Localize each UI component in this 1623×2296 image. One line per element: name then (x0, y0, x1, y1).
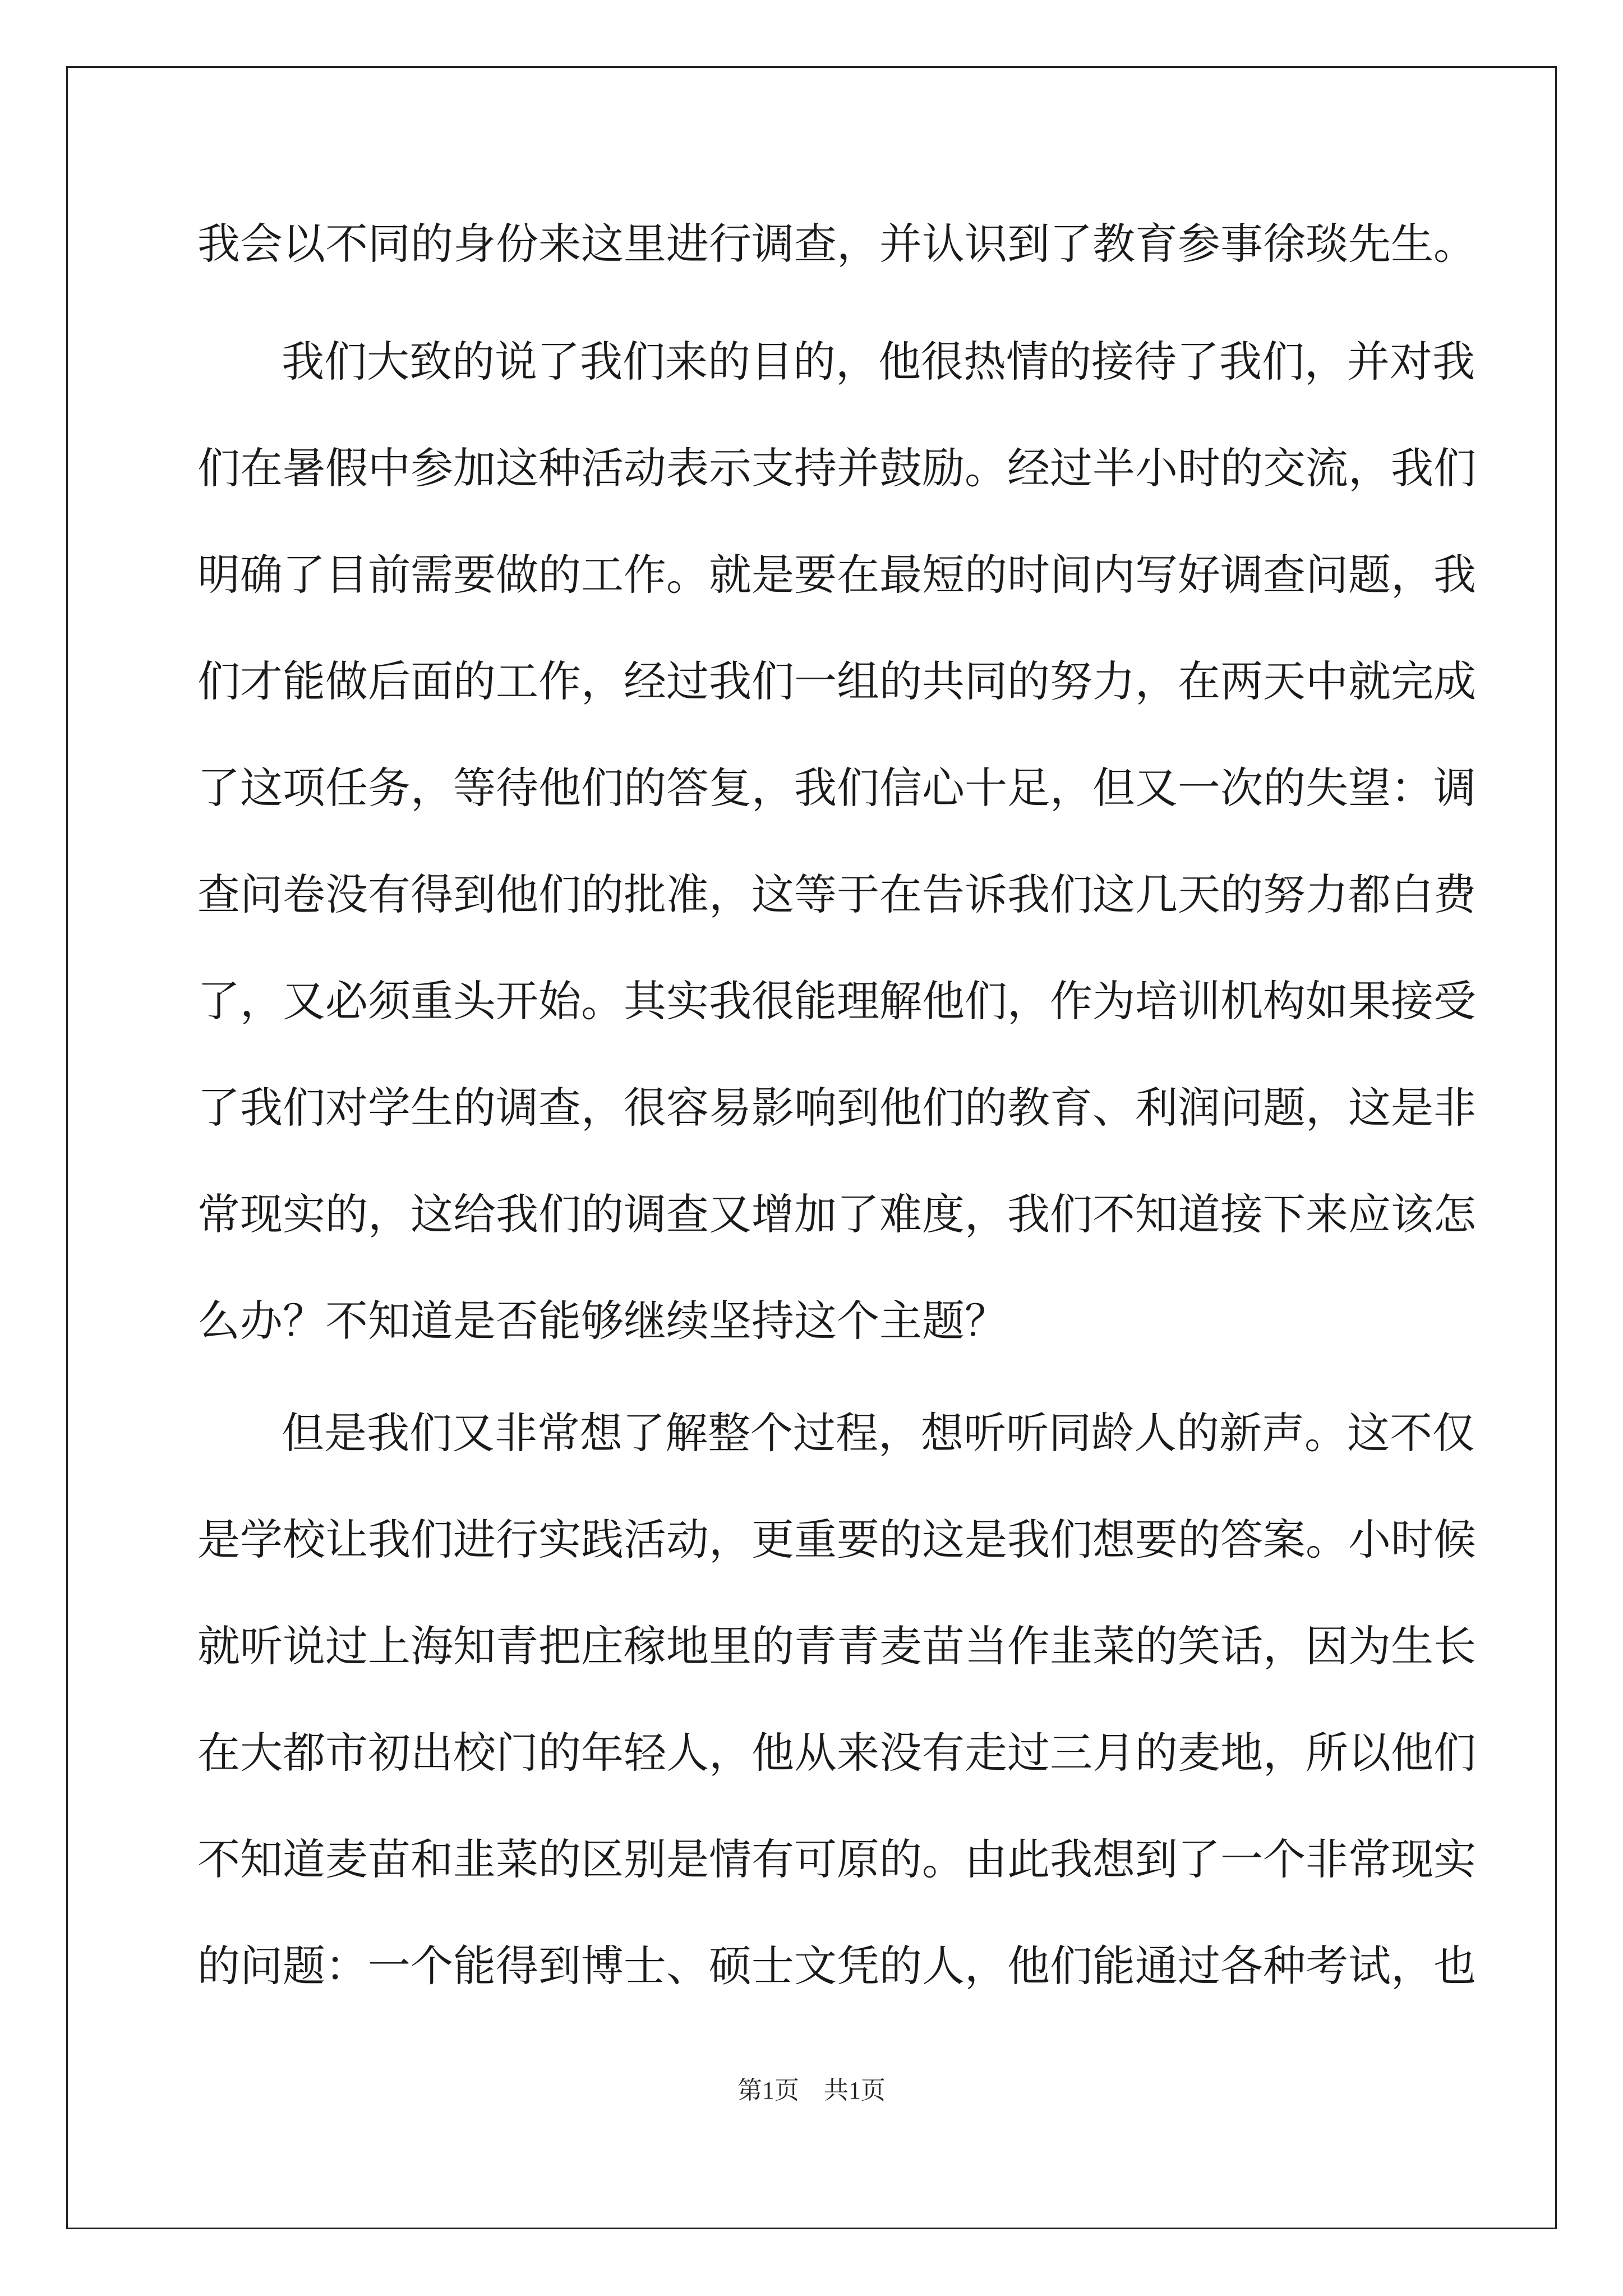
paragraph-2-line-8: 了我们对学生的调查，很容易影响到他们的教育、利润问题，这是非 (197, 1083, 1476, 1133)
paragraph-2-line-3: 明确了目前需要做的工作。就是要在最短的时间内写好调查问题，我 (197, 550, 1476, 600)
text-line-1: 我会以不同的身份来这里进行调查，并认识到了教育参事徐琰先生。 (197, 219, 1476, 269)
paragraph-2-line-7: 了，又必须重头开始。其实我很能理解他们，作为培训机构如果接受 (197, 976, 1476, 1026)
paragraph-3-line-6: 的问题：一个能得到博士、硕士文凭的人，他们能通过各种考试，也 (197, 1941, 1476, 1991)
paragraph-3-line-3: 就听说过上海知青把庄稼地里的青青麦苗当作韭菜的笑话，因为生长 (197, 1621, 1476, 1671)
paragraph-2-line-2: 们在暑假中参加这种活动表示支持并鼓励。经过半小时的交流，我们 (197, 443, 1476, 493)
paragraph-3-line-4: 在大都市初出校门的年轻人，他从来没有走过三月的麦地，所以他们 (197, 1728, 1476, 1778)
paragraph-2-line-5: 了这项任务，等待他们的答复，我们信心十足，但又一次的失望：调 (197, 763, 1476, 813)
paragraph-2-line-4: 们才能做后面的工作，经过我们一组的共同的努力，在两天中就完成 (197, 656, 1476, 706)
paragraph-3-line-1: 但是我们又非常想了解整个过程，想听听同龄人的新声。这不仅 (282, 1408, 1475, 1458)
paragraph-3-line-5: 不知道麦苗和韭菜的区别是情有可原的。由此我想到了一个非常现实 (197, 1834, 1476, 1884)
paragraph-2-line-6: 查问卷没有得到他们的批准，这等于在告诉我们这几天的努力都白费 (197, 869, 1476, 919)
paragraph-2-line-9: 常现实的，这给我们的调查又增加了难度，我们不知道接下来应该怎 (197, 1189, 1476, 1239)
paragraph-2-line-1: 我们大致的说了我们来的目的，他很热情的接待了我们，并对我 (282, 337, 1475, 386)
paragraph-2-line-10: 么办？不知道是否能够继续坚持这个主题？ (197, 1296, 1007, 1346)
paragraph-3-line-2: 是学校让我们进行实践活动，更重要的这是我们想要的答案。小时候 (197, 1515, 1476, 1565)
page-number-footer: 第1页 共1页 (737, 2077, 886, 2104)
